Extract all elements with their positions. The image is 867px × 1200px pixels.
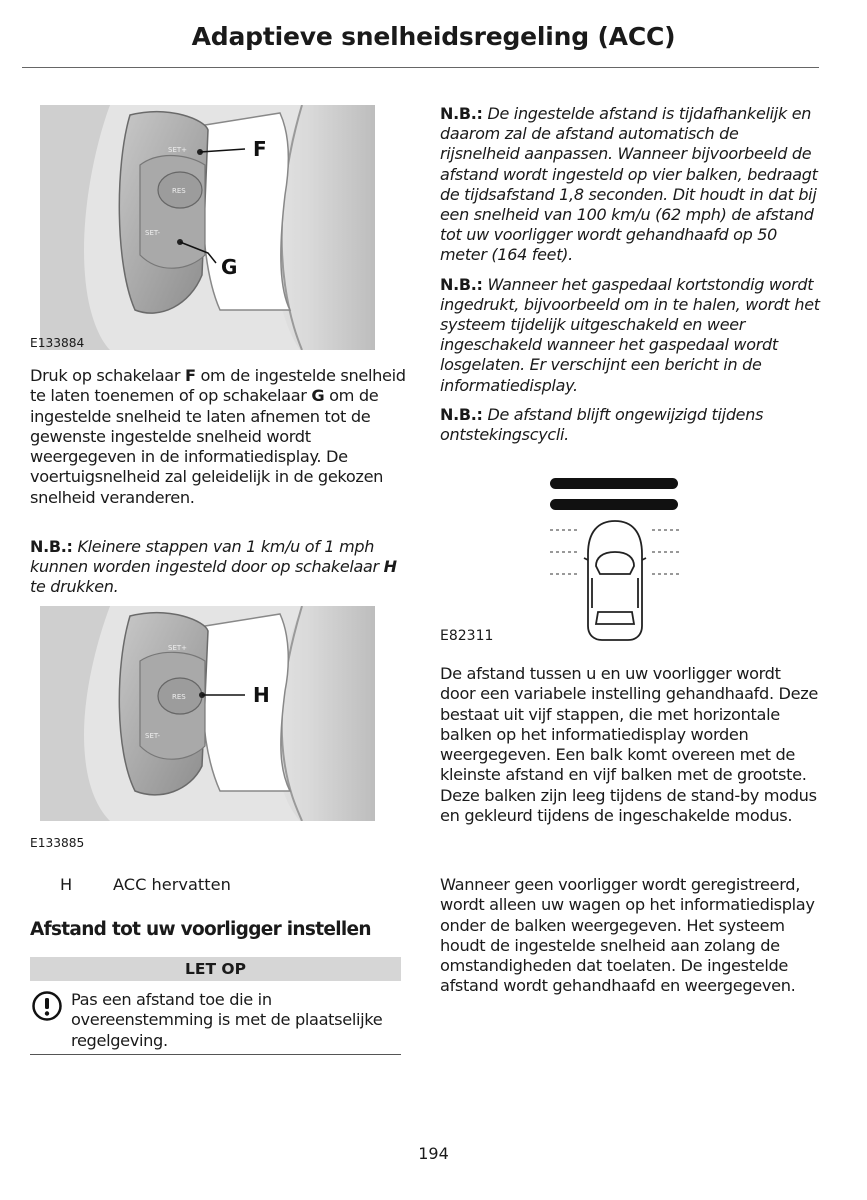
distance-bar [550,499,678,510]
figure-code-1: E133884 [30,336,85,350]
steering-wheel-illustration-h [40,606,375,821]
distance-bars-illustration [540,474,690,644]
note-accelerator [440,275,820,396]
legend-key: H [60,875,73,894]
steering-wheel-figure-fg [40,105,375,350]
warning-icon [31,990,63,1026]
paragraph-no-vehicle-ahead: Wanneer geen voorligger wordt geregistreerd, wordt alleen uw wagen op het informatiedisplay onder de balken weergegeven. Het systeem houdt de ingestelde snelheid aan zolang de omstandigheden dat toelaten. De ingestelde afstand wordt gehandhaafd en weergegeven. [440,875,815,996]
res-button-label: RES [172,187,186,195]
note-time-distance [440,104,820,266]
set-minus-button-label: SET- [145,732,161,740]
note-text: Kleinere stappen van 1 km/u of 1 mph kunnen worden ingesteld door op schakelaar [30,537,384,577]
car-top-view-icon [584,521,646,640]
figure-code-2: E133885 [30,836,85,850]
section-subheading: Afstand tot uw voorligger instellen [30,919,371,940]
note-text: De ingestelde afstand is tijdafhankelijk en daarom zal de afstand automatisch de rijsnelheid aanpassen. Wanneer bijvoorbeeld de afstand wordt ingesteld op vier balken, bedraagt de tijdsafstand 1,8 seconden. Dit houdt in dat bij een snelheid van 100 km/u (62 mph) de afstand tot uw voorligger wordt gehandhaafd op 50 meter (164 feet). [440,104,818,265]
note-label: N.B.: [30,537,73,556]
paragraph-distance-setting: De afstand tussen u en uw voorligger wordt door een variabele instelling gehandhaafd. Deze bestaat uit vijf stappen, die met horizontale balken op het informatiedisplay worden weergegeven. Een balk komt overeen met de kleinste afstand en vijf balken met de grootste. Deze balken zijn leeg tijdens de stand-by modus en gekleurd tijdens de ingeschakelde modus. [440,664,819,826]
page-number: 194 [418,1144,449,1163]
caution-header: LET OP [30,957,401,981]
notes-column [440,104,820,445]
paragraph-text: Druk op schakelaar [30,366,185,385]
paragraph-text: om de ingestelde snelheid te laten afnemen tot de gewenste ingestelde snelheid wordt weergegeven in de informatiedisplay. De voertuigsnelheid zal geleidelijk in de gekozen snelheid veranderen. [30,386,384,507]
distance-bar [550,478,678,489]
note-small-steps [30,537,406,598]
distance-bars-figure [540,474,690,644]
title-divider [22,67,819,68]
note-label: N.B.: [440,104,483,123]
callout-f: F [253,137,267,161]
callout-g: G [221,255,238,279]
note-text: Wanneer het gaspedaal kortstondig wordt ingedrukt, bijvoorbeeld om in te halen, wordt het systeem tijdelijk uitgeschakeld en weer ingeschakeld wanneer het gaspedaal wordt losgelaten. Er verschijnt een bericht in de informatiedisplay. [440,274,820,395]
set-minus-button-label: SET- [145,229,161,237]
switch-f-ref: F [184,366,196,385]
set-plus-button-label: SET+ [168,644,188,652]
caution-bottom-rule [30,1054,401,1055]
paragraph-text: om de ingestelde snelheid te laten toenemen of op schakelaar [30,366,406,406]
note-label: N.B.: [440,404,483,424]
note-label: N.B.: [440,274,483,294]
res-button-label: RES [172,693,186,701]
steering-wheel-figure-h [40,606,375,821]
page-title: Adaptieve snelheidsregeling (ACC) [191,22,676,51]
note-text: De afstand blijft ongewijzigd tijdens ontstekingscycli. [440,404,764,445]
note-text: te drukken. [30,577,119,597]
switch-h-ref: H [383,557,397,577]
figure-code-3: E82311 [440,628,494,644]
caution-text: Pas een afstand toe die in overeenstemming is met de plaatselijke regelgeving. [71,990,383,1050]
note-ignition-cycles [440,405,820,445]
steering-wheel-illustration-fg [40,105,375,350]
paragraph-speed-adjust [30,366,406,508]
callout-h: H [253,683,270,707]
set-plus-button-label: SET+ [168,146,188,154]
legend-value: ACC hervatten [113,875,231,894]
switch-g-ref: G [311,386,325,406]
